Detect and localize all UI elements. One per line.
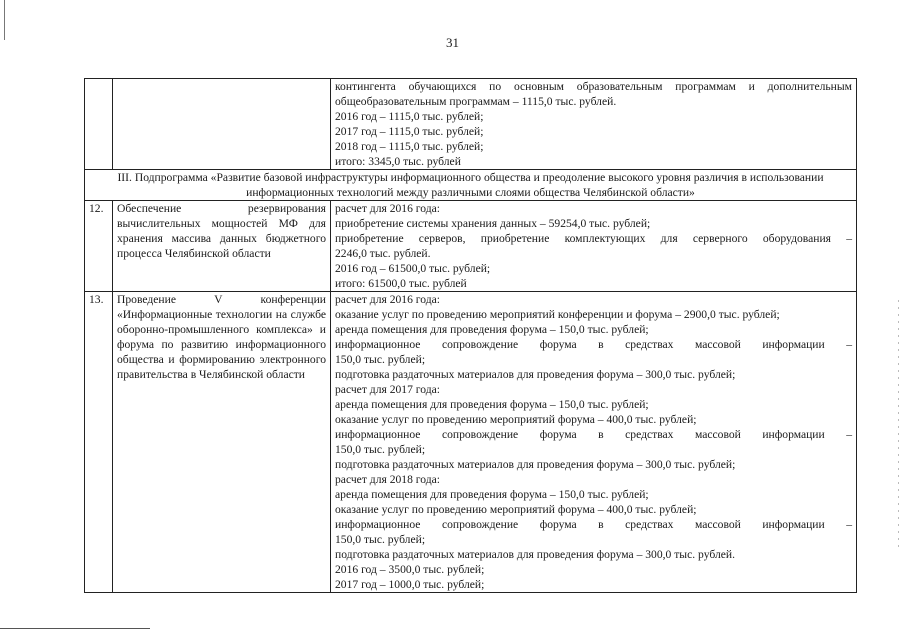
calc-line: итого: 3345,0 тыс. рублей [335, 155, 461, 168]
table-row-12 [85, 201, 857, 292]
calc-line: общеобразовательным программам – 1115,0 тыс. рублей. [335, 95, 617, 108]
row-description: Обеспечение резервирования вычислительных мощностей МФ для хранения массива данных бюджетного процесса Челябинской области [113, 201, 331, 292]
table-row-13 [85, 292, 857, 593]
calc-line: 2016 год – 3500,0 тыс. рублей; [335, 563, 485, 576]
row-number [85, 79, 113, 170]
calc-line: 150,0 тыс. рублей; [335, 443, 426, 456]
table-row-continued [85, 79, 857, 170]
row-description: Проведение V конференции «Информационные технологии на службе оборонно-промышленного комплекса» и форума по развитию информационного общества и формированию электронного правительства в Челябинской области [113, 292, 331, 593]
section-header-row [85, 170, 857, 201]
section-header: III. Подпрограмма «Развитие базовой инфраструктуры информационного общества и преодоление высокого уровня различия в использовании информационных технологий между различными слоями общества Челябинской области» [85, 170, 857, 201]
calc-line: оказание услуг по проведению мероприятий форума – 400,0 тыс. рублей; [335, 503, 697, 516]
calc-line: подготовка раздаточных материалов для проведения форума – 300,0 тыс. рублей; [335, 368, 736, 381]
row-calculation [331, 79, 857, 170]
row-calculation [331, 292, 857, 593]
calc-line: расчет для 2016 года: [335, 202, 440, 215]
calc-line: 2017 год – 1115,0 тыс. рублей; [335, 125, 484, 138]
calc-line: 2018 год – 1115,0 тыс. рублей; [335, 140, 484, 153]
calc-line: 150,0 тыс. рублей; [335, 353, 426, 366]
calc-line: информационное сопровождение форума в средствах массовой информации – [335, 338, 852, 351]
row-number: 12. [85, 201, 113, 292]
left-margin-rule [4, 0, 5, 40]
calc-line: приобретение серверов, приобретение комплектующих для серверного оборудования – [335, 232, 852, 245]
calc-line: расчет для 2017 года: [335, 383, 440, 396]
calc-line: расчет для 2018 года: [335, 473, 440, 486]
calc-line: расчет для 2016 года: [335, 293, 440, 306]
calc-line: 2246,0 тыс. рублей. [335, 247, 431, 260]
calc-line: информационное сопровождение форума в средствах массовой информации – [335, 428, 852, 441]
row-calculation [331, 201, 857, 292]
calc-line: приобретение системы хранения данных – 59254,0 тыс. рублей; [335, 217, 651, 230]
calc-line: подготовка раздаточных материалов для проведения форума – 300,0 тыс. рублей. [335, 548, 735, 561]
calc-line: 2017 год – 1000,0 тыс. рублей; [335, 578, 485, 591]
calc-line: аренда помещения для проведения форума – 150,0 тыс. рублей; [335, 398, 649, 411]
calc-line: информационное сопровождение форума в средствах массовой информации – [335, 518, 852, 531]
row-number: 13. [85, 292, 113, 593]
row-description [113, 79, 331, 170]
program-table [84, 78, 857, 593]
calc-line: аренда помещения для проведения форума – 150,0 тыс. рублей; [335, 323, 649, 336]
calc-line: 2016 год – 61500,0 тыс. рублей; [335, 262, 491, 275]
margin-scan-noise [898, 300, 899, 550]
calc-line: 2016 год – 1115,0 тыс. рублей; [335, 110, 484, 123]
calc-line: подготовка раздаточных материалов для проведения форума – 300,0 тыс. рублей; [335, 458, 736, 471]
calc-line: итого: 61500,0 тыс. рублей [335, 277, 467, 290]
calc-line: оказание услуг по проведению мероприятий форума – 400,0 тыс. рублей; [335, 413, 697, 426]
calc-line: контингента обучающихся по основным образовательным программам и дополнительным [335, 80, 852, 93]
page-number: 31 [446, 35, 459, 50]
calc-line: оказание услуг по проведению мероприятий конференции и форума – 2900,0 тыс. рублей; [335, 308, 780, 321]
footnote-rule [0, 628, 150, 629]
calc-line: 150,0 тыс. рублей; [335, 533, 426, 546]
calc-line: аренда помещения для проведения форума – 150,0 тыс. рублей; [335, 488, 649, 501]
